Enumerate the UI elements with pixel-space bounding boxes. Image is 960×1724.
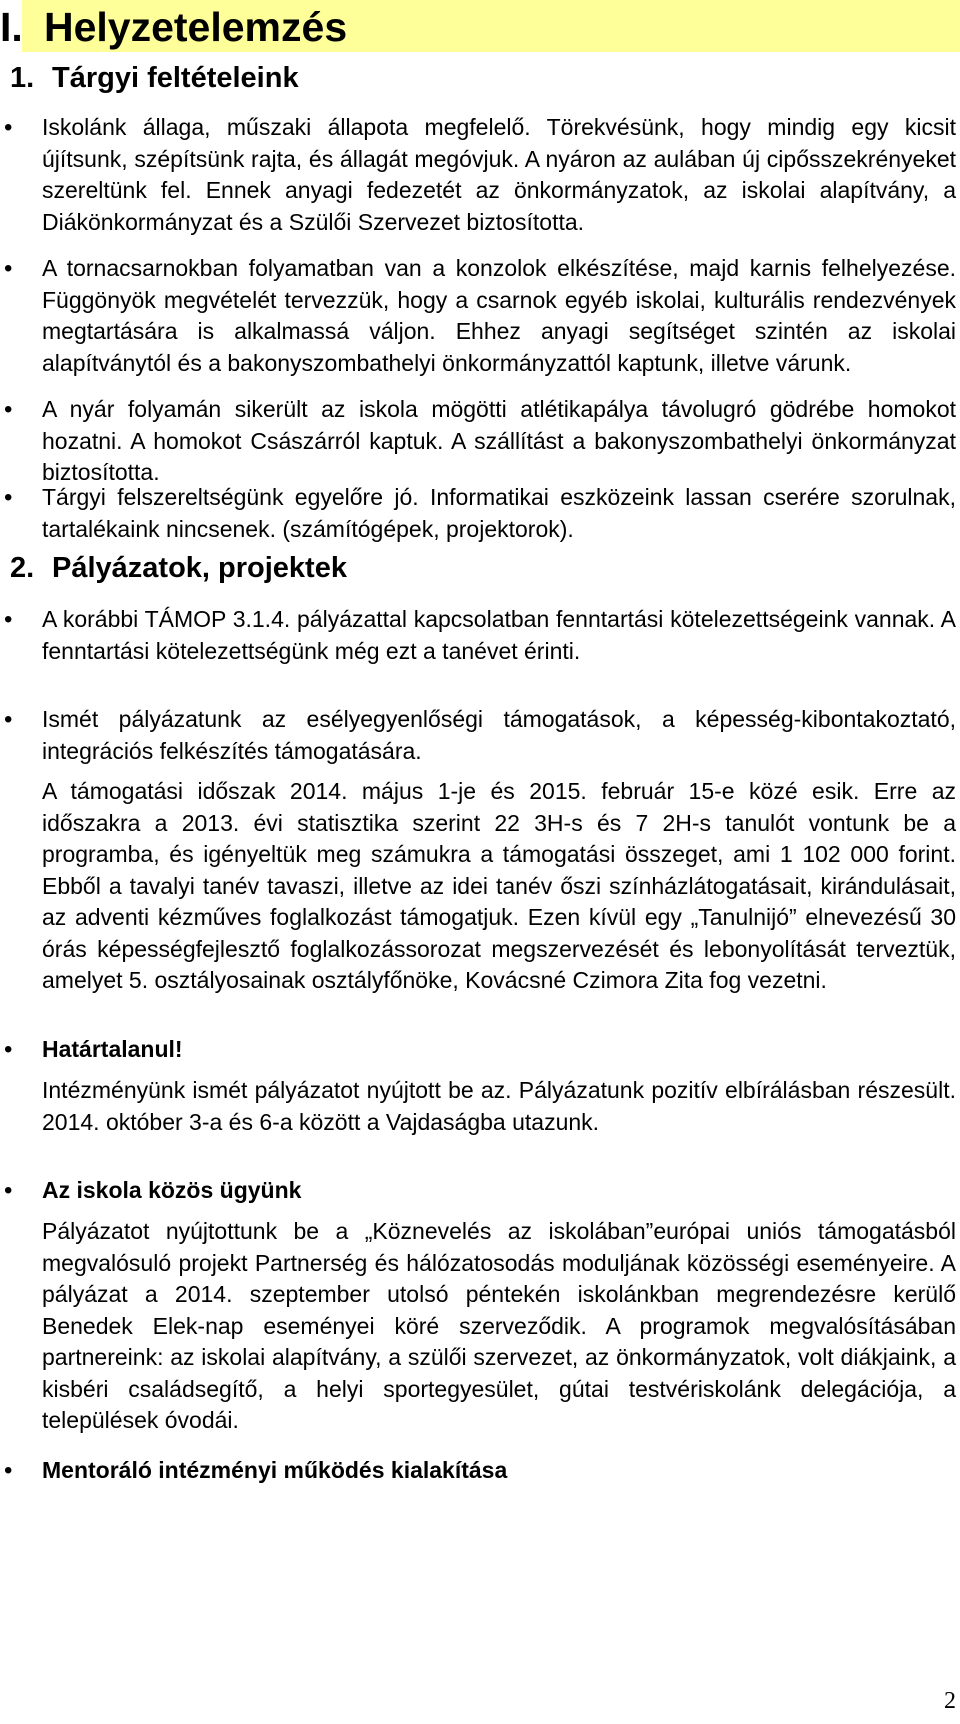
mentoralo-title: Mentoráló intézményi működés kialakítása bbox=[42, 1457, 508, 1483]
hatartalanul-title: Határtalanul! bbox=[42, 1036, 183, 1062]
section1-heading bbox=[10, 61, 299, 95]
section2-title: Pályázatok, projektek bbox=[52, 552, 347, 584]
esely-detail-paragraph: A támogatási időszak 2014. május 1-je és 2015. február 15-e közé esik. Erre az időszakra a 2013. évi statisztika szerint 22 3H-s és 7 2H-s tanulót vontunk be a programba, és igényeltük meg számukra a támogatási összeget, ami 1 102 000 forint. Ebből a tavalyi tanév tavaszi, illetve az idei tanév őszi színházlátogatásait, kirándulásait, az adventi kézműves foglalkozást támogatjuk. Ezen kívül egy „Tanulnijó” elnevezésű 30 órás képességfejlesztő foglalkozássorozat megszervezését és lebonyolítását terveztük, amelyet 5. osztályosainak osztályfőnöke, Kovácsné Czimora Zita fog vezetni. bbox=[42, 778, 956, 993]
bullet-text-esely: Ismét pályázatunk az esélyegyenlőségi támogatások, a képesség-kibontakoztató, integrációs felkészítés támogatására. bbox=[42, 706, 956, 764]
bullet-text-condition: Iskolánk állaga, műszaki állapota megfelelő. Törekvésünk, hogy mindig egy kicsit újítsunk, szépítsünk rajta, és állagát megóvjuk. A nyáron az aulában új cipősszekrényeket szereltünk fel. Ennek anyagi fedezetét az önkormányzatok, az iskolai alapítvány, a Diákönkormányzat és a Szülői Szervezet biztosította. bbox=[42, 114, 956, 235]
bullet-7: • bbox=[4, 1036, 13, 1063]
section1-title: Tárgyi feltételeink bbox=[52, 62, 299, 94]
bullet-text-sand: A nyár folyamán sikerült az iskola mögötti atlétikapálya távolugró gödrébe homokot hozatni. A homokot Császárról kaptuk. A szállítást a bakonyszombathelyi önkormányzat biztosította. bbox=[42, 396, 956, 485]
bullet-2: • bbox=[4, 255, 13, 282]
main-heading bbox=[0, 0, 960, 52]
bullet-9: • bbox=[4, 1457, 13, 1484]
kozos-ugyunk-paragraph: Pályázatot nyújtottunk be a „Köznevelés az iskolában”európai uniós támogatásból megvalósuló projekt Partnerség és hálózatosodás moduljának közösségi eseményeire. A pályázat a 2014. szeptember utolsó péntekén iskolánkban megrendezésre kerülő Benedek Elek-nap eseményei köré szerveződik. A programok megvalósításában partnereink: az iskolai alapítvány, a szülői szervezet, az önkormányzatok, volt diákjaink, a kisbéri családsegítő, a helyi sportegyesület, gútai testvériskolánk delegációja, a települések óvodái. bbox=[42, 1218, 956, 1433]
bullet-6: • bbox=[4, 706, 13, 733]
bullet-8: • bbox=[4, 1177, 13, 1204]
bullet-1: • bbox=[4, 114, 13, 141]
bullet-text-gym: A tornacsarnokban folyamatban van a konzolok elkészítése, majd karnis felhelyezése. Függönyök megvételét tervezzük, hogy a csarnok egyéb iskolai, kulturális rendezvények megtartására is alkalmassá váljon. Ehhez anyagi segítséget szintén az iskolai alapítványtól és a bakonyszombathelyi önkormányzattól kaptunk, illetve várunk. bbox=[42, 255, 956, 376]
section1-number: 1. bbox=[10, 62, 35, 94]
bullet-text-equipment: Tárgyi felszereltségünk egyelőre jó. Informatikai eszközeink lassan cserére szorulnak, tartalékaink nincsenek. (számítógépek, projektorok). bbox=[42, 484, 956, 542]
page-number: 2 bbox=[944, 1688, 956, 1714]
hatartalanul-paragraph: Intézményünk ismét pályázatot nyújtott be az. Pályázatunk pozitív elbírálásban részesült. 2014. október 3-a és 6-a között a Vajdaságba utazunk. bbox=[42, 1077, 956, 1135]
bullet-3: • bbox=[4, 396, 13, 423]
bullet-text-tamop: A korábbi TÁMOP 3.1.4. pályázattal kapcsolatban fenntartási kötelezettségeink vannak. A fenntartási kötelezettségünk még ezt a tanévet érinti. bbox=[42, 606, 956, 664]
kozos-ugyunk-title: Az iskola közös ügyünk bbox=[42, 1177, 302, 1203]
section2-heading bbox=[10, 551, 347, 585]
bullet-4: • bbox=[4, 484, 13, 511]
main-heading-title: Helyzetelemzés bbox=[44, 4, 348, 50]
section2-number: 2. bbox=[10, 552, 35, 584]
main-heading-number: I. bbox=[0, 4, 23, 50]
bullet-5: • bbox=[4, 606, 13, 633]
